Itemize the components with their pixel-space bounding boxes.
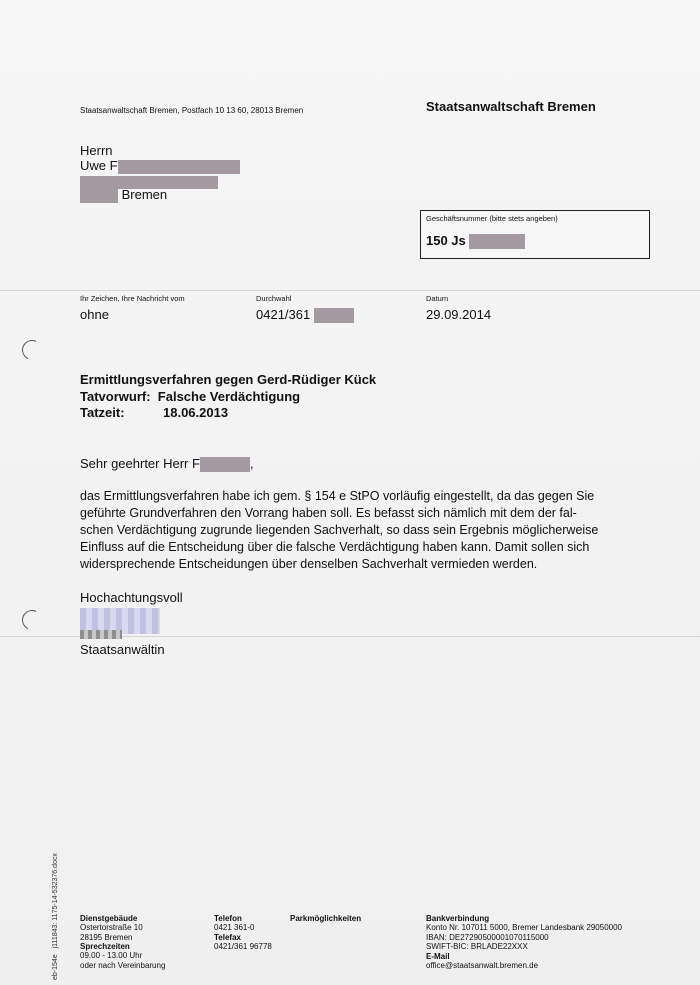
footer-parking [290, 914, 361, 923]
body-line: widersprechende Entscheidungen über denselben Sachverhalt vermieden werden. [80, 557, 538, 571]
body-line: das Ermittlungsverfahren habe ich gem. § 154 e StPO vorläufig eingestellt, da das gegen Sie [80, 489, 595, 503]
footer-line: oder nach Vereinbarung [80, 960, 166, 970]
footer-title: Parkmöglichkeiten [290, 914, 362, 923]
footer-title: E-Mail [426, 951, 450, 961]
reference-value: 150 Js [426, 233, 466, 248]
subject-line-2 [80, 389, 300, 404]
footer-phone [214, 914, 272, 951]
signature-name-pixelated [80, 630, 122, 639]
body-line: geführte Grundverfahren den Vorrang haben soll. Es befasst sich nämlich mit dem der fal- [80, 506, 577, 520]
footer-building [80, 914, 165, 970]
footer-email: office@staatsanwalt.bremen.de [426, 960, 539, 970]
recipient-city: Bremen [121, 187, 168, 202]
redaction-bar [200, 457, 250, 472]
subject-label: Tatvorwurf: [80, 389, 151, 404]
authority-name: Staatsanwaltschaft Bremen [426, 99, 596, 114]
signer-role: Staatsanwältin [80, 642, 165, 657]
recipient-city-line [80, 187, 167, 203]
reference-label: Geschäftsnummer (bitte stets angeben) [426, 214, 558, 223]
closing: Hochachtungsvoll [80, 590, 183, 605]
subject-line-3 [80, 405, 228, 420]
footer-line: 0421 361-0 [214, 923, 255, 932]
footer-title: Dienstgebäude [80, 914, 138, 923]
recipient-name-line [80, 158, 240, 174]
body-line: schen Verdächtigung zugrunde liegenden Sachverhalt, so dass sein Ergebnis möglicherweise [80, 523, 599, 537]
footer-title: Telefax [214, 932, 241, 942]
direct-dial-label: Durchwahl [256, 294, 292, 303]
subject-value: 18.06.2013 [163, 405, 229, 420]
greeting-line [80, 456, 254, 472]
redaction-bar [314, 308, 354, 323]
your-ref-label: Ihr Zeichen, Ihre Nachricht vom [80, 294, 185, 303]
footer-title: Sprechzeiten [80, 942, 130, 951]
side-document-code [52, 853, 59, 980]
greeting-comma: , [249, 456, 254, 471]
redaction-bar [118, 160, 240, 174]
body-line: Einfluss auf die Entscheidung über die falsche Verdächtigung haben kann. Damit sollen sich [80, 540, 590, 554]
fold-crease [0, 290, 700, 291]
date-label: Datum [426, 294, 449, 303]
footer-line: 09.00 - 13.00 Uhr [80, 951, 143, 960]
footer-line: 28195 Bremen [80, 932, 133, 942]
subject-line-1: Ermittlungsverfahren gegen Gerd-Rüdiger Kück [80, 372, 377, 387]
your-ref-value: ohne [80, 307, 109, 322]
body-paragraph [80, 488, 598, 573]
footer-line: 0421/361 96778 [214, 941, 272, 951]
redaction-bar [80, 189, 118, 203]
punch-hole [19, 337, 45, 363]
subject-value: Falsche Verdächtigung [157, 389, 301, 404]
recipient-salutation: Herrn [80, 143, 113, 158]
greeting: Sehr geehrter Herr F [80, 456, 200, 471]
sender-line: Staatsanwaltschaft Bremen, Postfach 10 13 60, 28013 Bremen [80, 106, 304, 115]
side-code-2: eb-154e [52, 954, 59, 980]
redaction-bar [469, 234, 525, 249]
direct-dial-value: 0421/361 [256, 307, 311, 322]
footer-line: Konto Nr. 107011 5000, Bremer Landesbank 29050000 [426, 923, 622, 932]
footer-line: IBAN: DE27290500001070115000 [426, 932, 549, 942]
footer-title: Telefon [214, 914, 242, 923]
recipient-name: Uwe F [80, 158, 118, 173]
footer-title: Bankverbindung [426, 914, 490, 923]
footer-line: SWIFT-BIC: BRLADE22XXX [426, 942, 528, 951]
footer-bank [426, 914, 622, 970]
footer-line: Ostertorstraße 10 [80, 923, 143, 932]
reference-box [420, 210, 650, 259]
subject-label: Tatzeit: [80, 405, 125, 420]
direct-dial-line [256, 307, 354, 323]
date-value: 29.09.2014 [426, 307, 492, 322]
reference-value-line [426, 233, 525, 249]
side-code: j111843: 1175-14-532376.docx [52, 853, 59, 949]
punch-hole [19, 607, 45, 633]
